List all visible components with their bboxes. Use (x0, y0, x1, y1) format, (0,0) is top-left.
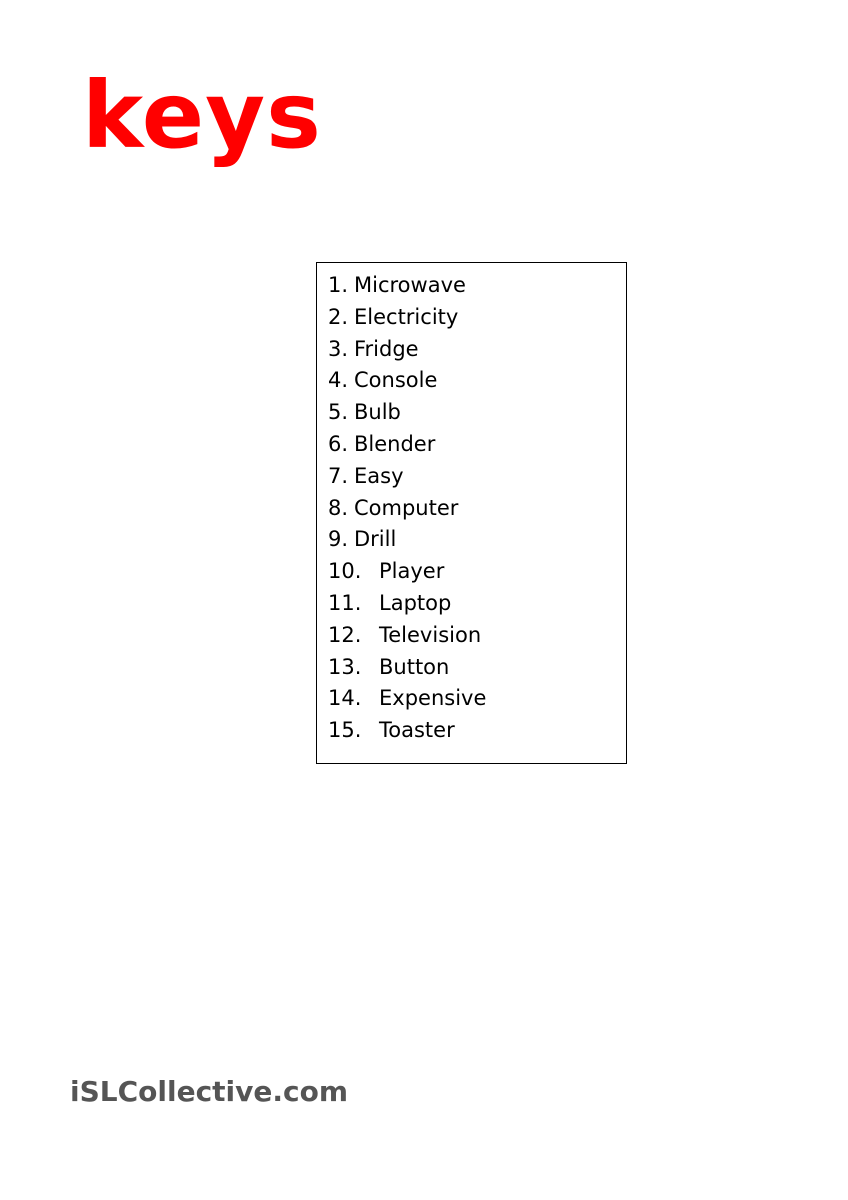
list-item (328, 556, 486, 588)
site-watermark: iSLCollective.com (70, 1075, 349, 1108)
list-item (328, 302, 486, 334)
item-word: Fridge (354, 336, 419, 361)
answer-key-box (316, 262, 627, 764)
item-word: Button (379, 654, 450, 679)
item-word: Console (354, 368, 438, 393)
item-number: 6. (328, 431, 349, 456)
list-item (328, 270, 486, 302)
list-item (328, 429, 486, 461)
list-item (328, 715, 486, 747)
item-number: 1. (328, 273, 349, 297)
list-item (328, 620, 486, 652)
list-item (328, 588, 486, 620)
item-word: Easy (354, 463, 404, 488)
list-item (328, 493, 486, 525)
list-item (328, 683, 486, 715)
item-number: 5. (328, 400, 349, 425)
item-number: 10. (328, 559, 362, 584)
list-item (328, 524, 486, 556)
item-number: 14. (328, 686, 362, 711)
list-item (328, 461, 486, 493)
item-number: 8. (328, 495, 349, 520)
item-word: Player (379, 559, 445, 584)
item-number: 13. (328, 654, 362, 679)
list-item (328, 652, 486, 684)
item-number: 2. (328, 304, 349, 329)
item-number: 4. (328, 368, 349, 393)
item-word: Television (379, 622, 482, 647)
item-word: Toaster (379, 718, 455, 743)
item-word: Expensive (379, 686, 487, 711)
list-item (328, 334, 486, 366)
answer-list (328, 270, 486, 747)
item-number: 15. (328, 718, 362, 743)
item-number: 9. (328, 527, 349, 552)
item-number: 11. (328, 590, 362, 615)
item-word: Electricity (354, 304, 459, 329)
item-word: Computer (354, 495, 459, 520)
item-word: Microwave (354, 273, 466, 297)
list-item (328, 397, 486, 429)
item-word: Drill (354, 527, 397, 552)
item-number: 7. (328, 463, 349, 488)
item-number: 12. (328, 622, 362, 647)
page-title: keys (82, 62, 322, 169)
item-word: Bulb (354, 400, 401, 425)
item-word: Laptop (379, 590, 452, 615)
list-item (328, 365, 486, 397)
item-number: 3. (328, 336, 349, 361)
item-word: Blender (354, 431, 436, 456)
